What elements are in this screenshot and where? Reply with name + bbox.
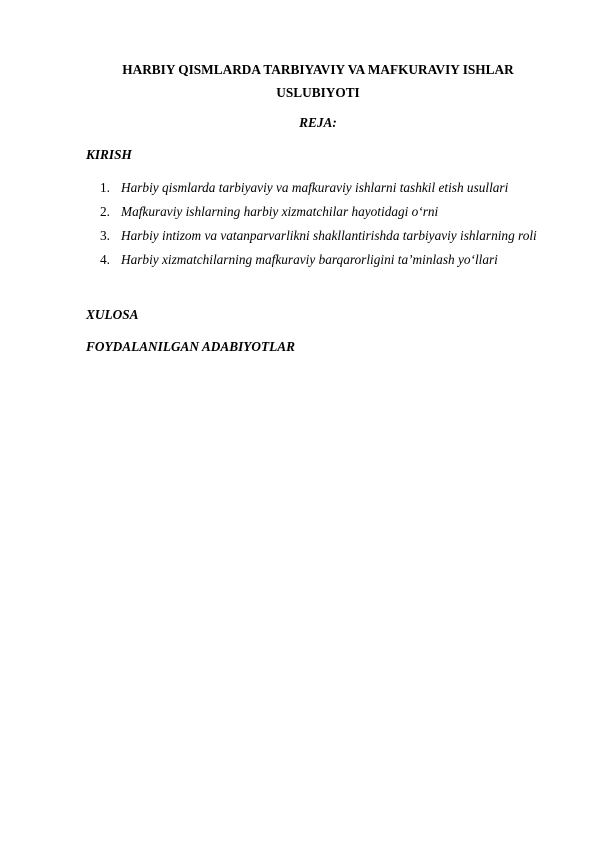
plan-item-1 <box>100 176 551 200</box>
plan-item-text: Harbiy qismlarda tarbiyaviy va mafkuraviy ishlarni tashkil etish usullari <box>121 180 509 195</box>
plan-item-number: 2. <box>100 204 110 219</box>
document-title <box>86 58 550 104</box>
document-title-line-2: USLUBIYOTI <box>276 85 360 100</box>
plan-item-2 <box>100 200 551 224</box>
plan-heading: REJA: <box>299 115 337 130</box>
plan-item-4 <box>100 248 551 272</box>
plan-item-text: Harbiy intizom va vatanparvarlikni shakllantirishda tarbiyaviy ishlarning roli <box>121 228 537 243</box>
plan-list <box>100 176 551 272</box>
conclusion-heading: XULOSA <box>86 307 139 322</box>
plan-item-number: 1. <box>100 180 110 195</box>
plan-item-text: Harbiy xizmatchilarning mafkuraviy barqarorligini ta’minlash yo‘llari <box>121 252 498 267</box>
plan-item-text: Mafkuraviy ishlarning harbiy xizmatchilar hayotidagi o‘rni <box>121 204 439 219</box>
plan-item-number: 4. <box>100 252 110 267</box>
plan-item-number: 3. <box>100 228 110 243</box>
plan-item-3 <box>100 224 551 248</box>
document-title-line-1: HARBIY QISMLARDA TARBIYAVIY VA MAFKURAVIY ISHLAR <box>122 62 514 77</box>
references-heading: FOYDALANILGAN ADABIYOTLAR <box>86 339 295 354</box>
intro-heading: KIRISH <box>86 147 132 162</box>
